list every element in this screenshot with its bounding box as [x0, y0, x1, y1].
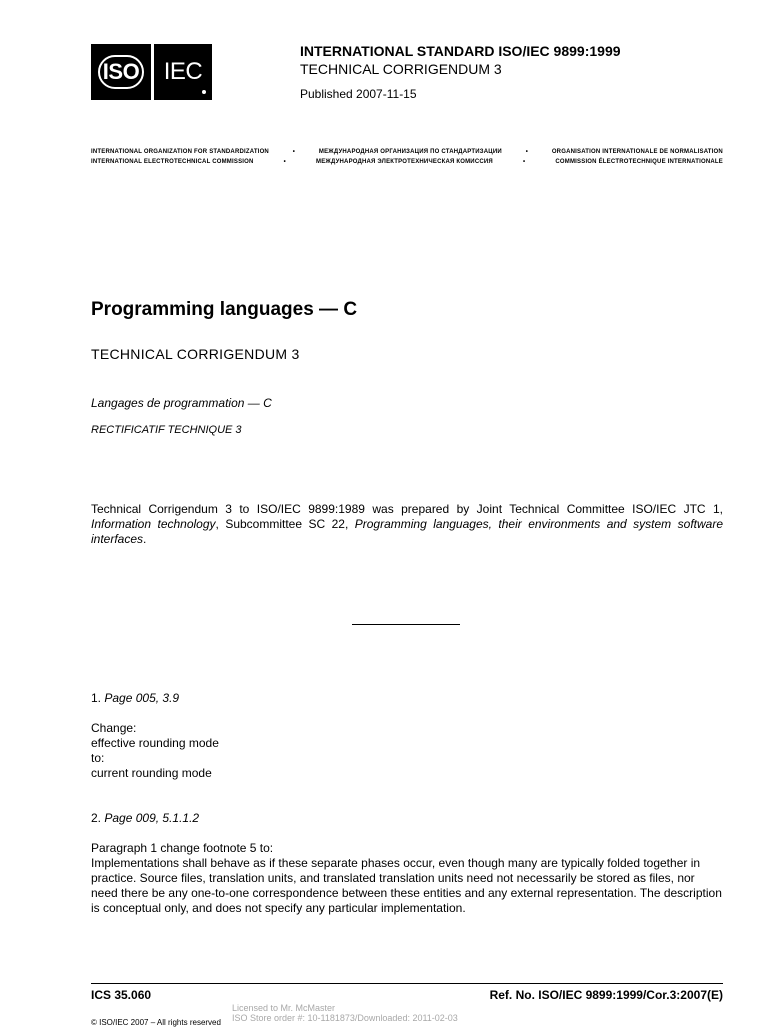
- org-separator: •: [522, 159, 526, 165]
- item-number: 1.: [91, 691, 102, 705]
- ics-code: ICS 35.060: [91, 988, 152, 1002]
- license-line-1: Licensed to Mr. McMaster: [232, 1003, 336, 1013]
- org-iso-fr: ORGANISATION INTERNATIONALE DE NORMALISATION: [551, 149, 723, 155]
- org-iso-en: INTERNATIONAL ORGANIZATION FOR STANDARDIZATION: [91, 149, 269, 155]
- section-divider: [352, 624, 460, 625]
- item-reference: Page 009, 5.1.1.2: [104, 811, 200, 825]
- item-heading: [91, 691, 723, 706]
- license-line-2: ISO Store order #: 10-1181873/Downloaded: 2011-02-03: [232, 1013, 458, 1023]
- intro-italic-1: Information technology: [91, 517, 216, 531]
- org-separator: •: [283, 159, 286, 165]
- corrigendum-item-2: [91, 811, 723, 916]
- standard-subtitle: TECHNICAL CORRIGENDUM 3: [300, 61, 502, 77]
- license-watermark: [232, 1003, 458, 1023]
- iec-logo: [154, 44, 212, 100]
- standard-title: INTERNATIONAL STANDARD ISO/IEC 9899:1999: [300, 43, 621, 59]
- published-date: Published 2007-11-15: [300, 87, 417, 101]
- intro-text-1: Technical Corrigendum 3 to ISO/IEC 9899:1989 was prepared by Joint Technical Committee ISO/IEC JTC 1,: [91, 502, 723, 516]
- corrigendum-item-1: [91, 691, 723, 781]
- item-line: effective rounding mode: [91, 736, 219, 750]
- iso-iec-logo: [91, 44, 212, 100]
- intro-text-3: .: [143, 532, 147, 546]
- org-iec-ru: МЕЖДУНАРОДНАЯ ЭЛЕКТРОТЕХНИЧЕСКАЯ КОМИССИЯ: [316, 159, 493, 165]
- intro-text-2: , Subcommittee SC 22,: [215, 517, 355, 531]
- org-line-1: [91, 149, 723, 155]
- copyright-notice: © ISO/IEC 2007 – All rights reserved: [91, 1018, 221, 1027]
- iso-logo: [91, 44, 151, 100]
- iec-logo-text: IEC: [163, 58, 203, 85]
- item-line: Paragraph 1 change footnote 5 to:: [91, 841, 274, 855]
- org-iec-en: INTERNATIONAL ELECTROTECHNICAL COMMISSION: [91, 159, 254, 165]
- reference-number: Ref. No. ISO/IEC 9899:1999/Cor.3:2007(E): [489, 988, 723, 1002]
- document-subtitle: TECHNICAL CORRIGENDUM 3: [91, 346, 300, 362]
- item-heading: [91, 811, 723, 826]
- document-title: Programming languages — C: [91, 299, 358, 320]
- french-title: Langages de programmation — C: [91, 396, 272, 410]
- org-line-2: [91, 159, 723, 165]
- footer-rule: [91, 983, 723, 984]
- iec-dot: [202, 90, 206, 94]
- french-subtitle: RECTIFICATIF TECHNIQUE 3: [91, 424, 242, 436]
- intro-paragraph: [91, 502, 723, 547]
- item-reference: Page 005, 3.9: [104, 691, 180, 705]
- org-separator: •: [292, 149, 296, 155]
- item-number: 2.: [91, 811, 102, 825]
- org-iso-ru: МЕЖДУНАРОДНАЯ ОРГАНИЗАЦИЯ ПО СТАНДАРТИЗАЦИИ: [318, 149, 502, 155]
- item-paragraph: Implementations shall behave as if these separate phases occur, even though many are typically folded together in practice. Source files, translation units, and translated translation units need not necessarily be stored as files, nor need there be any one-to-one correspondence between these entities and any external representation. The description is conceptual only, and does not specify any particular implementation.: [91, 856, 722, 915]
- item-line: Change:: [91, 721, 137, 735]
- intro-italic-2: Programming languages, their environments and system software interfaces: [91, 517, 723, 546]
- org-iec-fr: COMMISSION ÉLECTROTECHNIQUE INTERNATIONALE: [555, 159, 723, 165]
- iso-logo-text: ISO: [102, 59, 140, 84]
- item-line: current rounding mode: [91, 766, 212, 780]
- item-line: to:: [91, 751, 105, 765]
- org-separator: •: [525, 149, 529, 155]
